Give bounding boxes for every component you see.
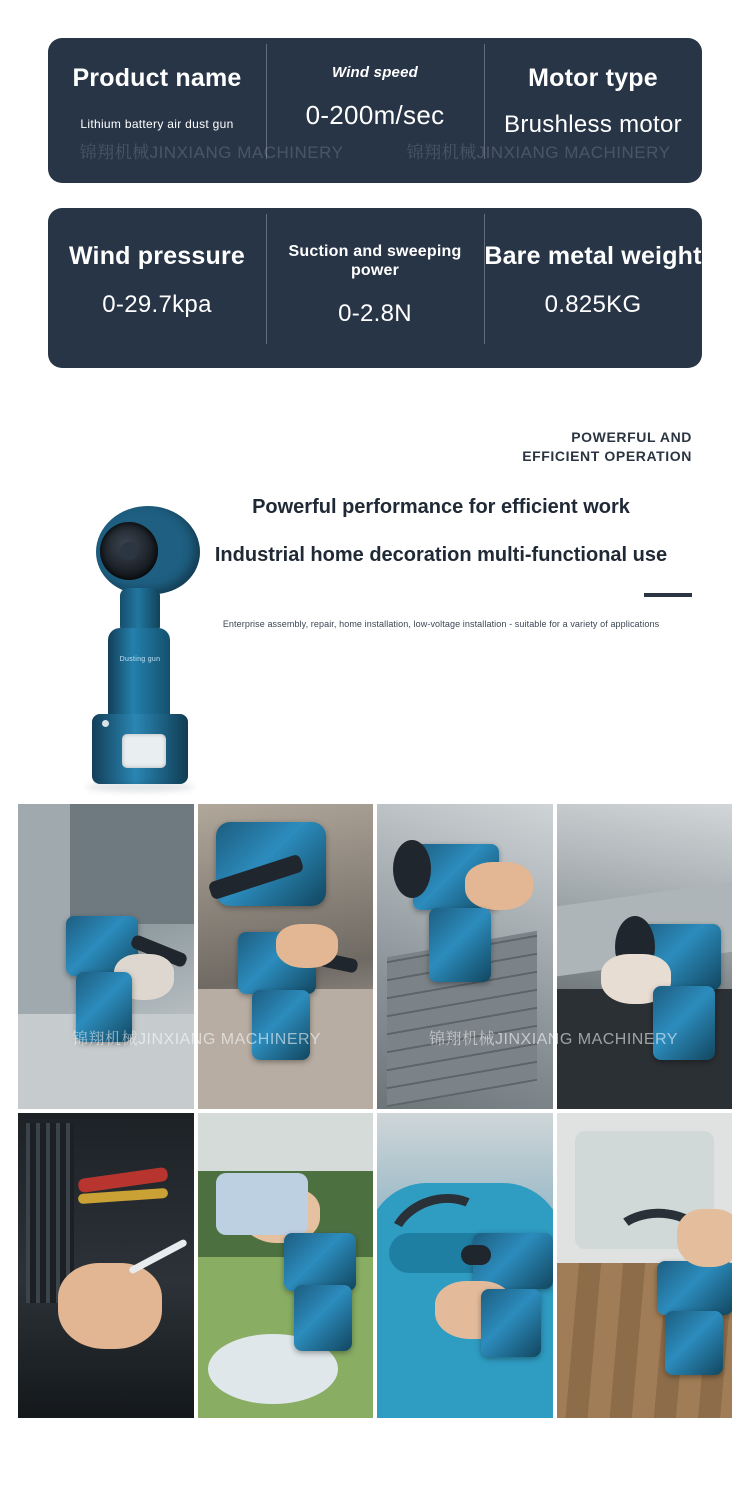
hero-note: Enterprise assembly, repair, home installation, low-voltage installation - suitable for a variety of applications <box>222 618 660 629</box>
hand <box>58 1263 162 1349</box>
spec-value-wind-speed: 0-200m/sec <box>305 100 445 130</box>
spec-cell-motor-type <box>484 38 702 183</box>
tool-battery <box>429 908 491 982</box>
hand <box>465 862 533 910</box>
product-body <box>108 628 170 720</box>
tool-battery <box>481 1289 541 1357</box>
tool-battery <box>653 986 715 1060</box>
spec-label-bare-weight: Bare metal weight <box>484 242 702 270</box>
tile-floor-tile-dusting[interactable] <box>377 804 553 1109</box>
product-battery-button-icon <box>102 720 109 727</box>
hero-kicker-line2: EFFICIENT OPERATION <box>522 447 692 464</box>
spec-value-bare-weight: 0.825KG <box>544 290 642 318</box>
specifications-section <box>0 0 750 368</box>
application-gallery <box>18 804 732 1418</box>
spec-label-wind-pressure: Wind pressure <box>68 242 246 270</box>
tool-battery <box>294 1285 352 1351</box>
tool-battery <box>665 1311 723 1375</box>
spec-cell-suction-power <box>266 208 484 368</box>
hero-divider <box>644 593 692 597</box>
spec-cell-wind-speed <box>266 38 484 183</box>
spec-label-motor-type: Motor type <box>528 64 658 92</box>
scene-vacuum-bag <box>557 1113 733 1418</box>
spec-label-suction-power: Suction and sweeping power <box>288 243 462 280</box>
hero-section <box>0 396 750 786</box>
tile-pool-float-inflating[interactable] <box>198 1113 374 1418</box>
tile-vacuum-bag-compressing[interactable] <box>557 1113 733 1418</box>
hero-headline-primary: Powerful performance for efficient work <box>252 495 630 518</box>
hand <box>677 1209 733 1267</box>
tile-window-frame-cleaning[interactable] <box>18 804 194 1109</box>
spec-label-product-name: Product name <box>72 64 242 92</box>
tile-miter-saw-dusting[interactable] <box>198 804 374 1109</box>
spec-cell-wind-pressure <box>48 208 266 368</box>
scene-floor-tile <box>377 804 553 1109</box>
spec-value-product-name: Lithium battery air dust gun <box>80 116 234 131</box>
spec-value-suction-power: 0-2.8N <box>338 300 412 328</box>
tile-car-drying[interactable] <box>557 804 733 1109</box>
watermark-text: 锦翔机械JINXIANG MACHINERY <box>79 143 344 162</box>
product-battery-panel <box>122 734 166 768</box>
spec-value-wind-pressure: 0-29.7kpa <box>102 290 212 318</box>
spec-cell-bare-weight <box>484 208 702 368</box>
tile-inflatable-boat-inflating[interactable] <box>377 1113 553 1418</box>
spec-panel-primary <box>48 38 702 183</box>
scene-pool-float <box>198 1113 374 1418</box>
spec-panel-secondary <box>48 208 702 368</box>
scene-inflatable-boat <box>377 1113 553 1418</box>
hand <box>276 924 338 968</box>
tool-body <box>284 1233 356 1291</box>
watermark-text: 锦翔机械JINXIANG MACHINERY <box>429 1031 678 1048</box>
scene-miter-saw <box>198 804 374 1109</box>
spec-cell-product-name <box>48 38 266 183</box>
hero-copy <box>190 428 692 629</box>
hero-headline-secondary: Industrial home decoration multi-functional use <box>214 543 668 566</box>
product-shadow <box>86 782 194 792</box>
watermark-text: 锦翔机械JINXIANG MACHINERY <box>406 143 671 162</box>
watermark-text: 锦翔机械JINXIANG MACHINERY <box>72 1031 321 1048</box>
spec-value-motor-type: Brushless motor <box>504 110 682 138</box>
tool-nozzle <box>461 1245 491 1265</box>
scene-car-drying <box>557 804 733 1109</box>
tile-pc-interior-cleaning[interactable] <box>18 1113 194 1418</box>
tool-body <box>657 1261 733 1315</box>
product-fan-hub <box>120 542 138 560</box>
hero-kicker-line1: POWERFUL AND <box>571 429 692 445</box>
scene-window-frame <box>18 804 194 1109</box>
tool-fan-head <box>393 840 431 898</box>
product-body-label: Dusting gun <box>119 656 161 663</box>
scene-pc-interior <box>18 1113 194 1418</box>
spec-label-wind-speed: Wind speed <box>331 64 419 81</box>
tool-battery <box>252 990 310 1060</box>
tool-battery <box>76 972 132 1042</box>
